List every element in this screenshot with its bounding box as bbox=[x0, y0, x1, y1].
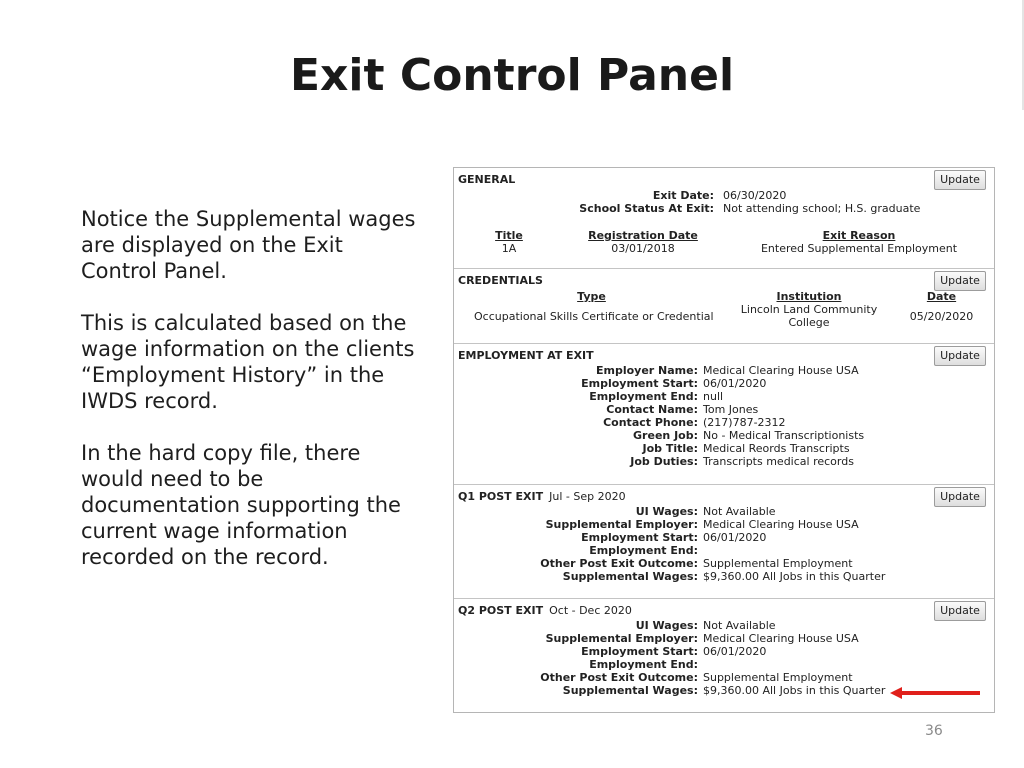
field-row bbox=[454, 429, 994, 442]
section-heading: GENERAL bbox=[458, 173, 516, 186]
field-label: School Status At Exit: bbox=[579, 202, 714, 215]
field-row bbox=[454, 403, 994, 416]
section-credentials bbox=[454, 268, 994, 344]
field-row bbox=[454, 416, 994, 429]
column-header: Institution bbox=[776, 290, 842, 303]
field-value: Transcripts medical records bbox=[703, 455, 854, 468]
note-paragraph: Notice the Supplemental wages are displayed on the Exit Control Panel. bbox=[81, 207, 416, 283]
column-value: 05/20/2020 bbox=[909, 310, 974, 323]
field-row bbox=[454, 619, 994, 632]
column-header: Registration Date bbox=[588, 229, 698, 242]
note-paragraph: This is calculated based on the wage information on the clients “Employment History” in the IWDS record. bbox=[81, 311, 415, 413]
update-employment-button[interactable]: Update bbox=[934, 346, 986, 366]
field-value: Medical Clearing House USA bbox=[703, 364, 859, 377]
field-label: Job Title: bbox=[642, 442, 698, 455]
field-label: Job Duties: bbox=[630, 455, 698, 468]
exit-control-panel bbox=[453, 167, 995, 713]
credential-type-column bbox=[474, 290, 714, 323]
column-value: Entered Supplemental Employment bbox=[760, 242, 958, 255]
field-row bbox=[454, 557, 994, 570]
field-row bbox=[454, 455, 994, 468]
note-paragraph: In the hard copy file, there would need to be documentation supporting the current wage information recorded on the record. bbox=[81, 441, 401, 569]
page-number: 36 bbox=[925, 723, 943, 739]
section-heading: EMPLOYMENT AT EXIT bbox=[458, 349, 594, 362]
institution-column bbox=[734, 290, 884, 329]
column-value: 1A bbox=[501, 242, 517, 255]
field-value: 06/01/2020 bbox=[703, 377, 767, 390]
field-value: 06/01/2020 bbox=[703, 531, 767, 544]
title-column bbox=[484, 229, 534, 255]
field-row bbox=[454, 645, 994, 658]
field-row bbox=[454, 570, 994, 583]
red-arrow-icon bbox=[890, 687, 980, 699]
field-label: Supplemental Employer: bbox=[545, 518, 698, 531]
field-value: Not Available bbox=[703, 619, 776, 632]
field-row bbox=[454, 364, 994, 377]
field-value: Medical Reords Transcripts bbox=[703, 442, 850, 455]
field-value: Tom Jones bbox=[703, 403, 759, 416]
field-row bbox=[454, 632, 994, 645]
field-label: UI Wages: bbox=[635, 505, 698, 518]
field-label: Contact Name: bbox=[606, 403, 698, 416]
quarter-period: Jul - Sep 2020 bbox=[549, 490, 626, 503]
field-value: Not attending school; H.S. graduate bbox=[723, 202, 921, 215]
field-value: (217)787-2312 bbox=[703, 416, 786, 429]
field-row bbox=[454, 442, 994, 455]
field-label: Contact Phone: bbox=[603, 416, 698, 429]
quarter-label: Q2 POST EXIT bbox=[458, 604, 544, 617]
field-label: Employment End: bbox=[589, 658, 698, 671]
field-value: Supplemental Employment bbox=[703, 671, 853, 684]
field-label: Other Post Exit Outcome: bbox=[540, 557, 698, 570]
field-value: Medical Clearing House USA bbox=[703, 632, 859, 645]
column-value: College bbox=[788, 316, 830, 329]
update-credentials-button[interactable]: Update bbox=[934, 271, 986, 291]
slide-notes bbox=[81, 206, 421, 596]
column-header: Type bbox=[577, 290, 606, 303]
field-label: Supplemental Wages: bbox=[562, 570, 698, 583]
field-row bbox=[454, 518, 994, 531]
column-header: Exit Reason bbox=[822, 229, 896, 242]
section-heading bbox=[458, 604, 632, 617]
field-label: Employment End: bbox=[589, 390, 698, 403]
field-row bbox=[454, 531, 994, 544]
column-value: Occupational Skills Certificate or Credential bbox=[474, 310, 714, 323]
quarter-label: Q1 POST EXIT bbox=[458, 490, 544, 503]
field-label: Employment Start: bbox=[581, 645, 698, 658]
update-general-button[interactable]: Update bbox=[934, 170, 986, 190]
field-label: Employment End: bbox=[589, 544, 698, 557]
column-header: Date bbox=[926, 290, 957, 303]
exit-reason-column bbox=[754, 229, 964, 255]
section-q1-post-exit bbox=[454, 484, 994, 599]
field-label: Green Job: bbox=[633, 429, 698, 442]
field-label: Supplemental Wages: bbox=[562, 684, 698, 697]
field-label: Exit Date: bbox=[652, 189, 714, 202]
field-value: null bbox=[703, 390, 724, 403]
registration-date-column bbox=[578, 229, 708, 255]
section-heading: CREDENTIALS bbox=[458, 274, 543, 287]
update-q2-button[interactable]: Update bbox=[934, 601, 986, 621]
field-value: Supplemental Employment bbox=[703, 557, 853, 570]
column-value: Lincoln Land Community bbox=[740, 303, 878, 316]
field-value: 06/01/2020 bbox=[703, 645, 767, 658]
section-heading bbox=[458, 490, 626, 503]
field-value: Medical Clearing House USA bbox=[703, 518, 859, 531]
column-header: Title bbox=[495, 229, 523, 242]
field-row bbox=[454, 671, 994, 684]
field-label: Employment Start: bbox=[581, 531, 698, 544]
section-general bbox=[454, 168, 994, 268]
field-label: Employment Start: bbox=[581, 377, 698, 390]
field-value: No - Medical Transcriptionists bbox=[703, 429, 865, 442]
field-row bbox=[454, 658, 994, 671]
credential-date-column bbox=[904, 290, 979, 323]
field-label: Employer Name: bbox=[595, 364, 698, 377]
field-value: 06/30/2020 bbox=[723, 189, 787, 202]
field-row bbox=[454, 390, 994, 403]
quarter-period: Oct - Dec 2020 bbox=[549, 604, 632, 617]
update-q1-button[interactable]: Update bbox=[934, 487, 986, 507]
field-row bbox=[454, 377, 994, 390]
field-row bbox=[454, 544, 994, 557]
field-label: UI Wages: bbox=[635, 619, 698, 632]
school-status-row bbox=[454, 202, 994, 215]
column-value: 03/01/2018 bbox=[611, 242, 675, 255]
slide-title: Exit Control Panel bbox=[289, 50, 735, 101]
field-row bbox=[454, 505, 994, 518]
field-value: $9,360.00 All Jobs in this Quarter bbox=[703, 570, 886, 583]
field-label: Other Post Exit Outcome: bbox=[540, 671, 698, 684]
field-value: $9,360.00 All Jobs in this Quarter bbox=[703, 684, 886, 697]
field-label: Supplemental Employer: bbox=[545, 632, 698, 645]
section-employment-at-exit bbox=[454, 343, 994, 485]
field-value: Not Available bbox=[703, 505, 776, 518]
exit-date-row bbox=[454, 189, 994, 202]
